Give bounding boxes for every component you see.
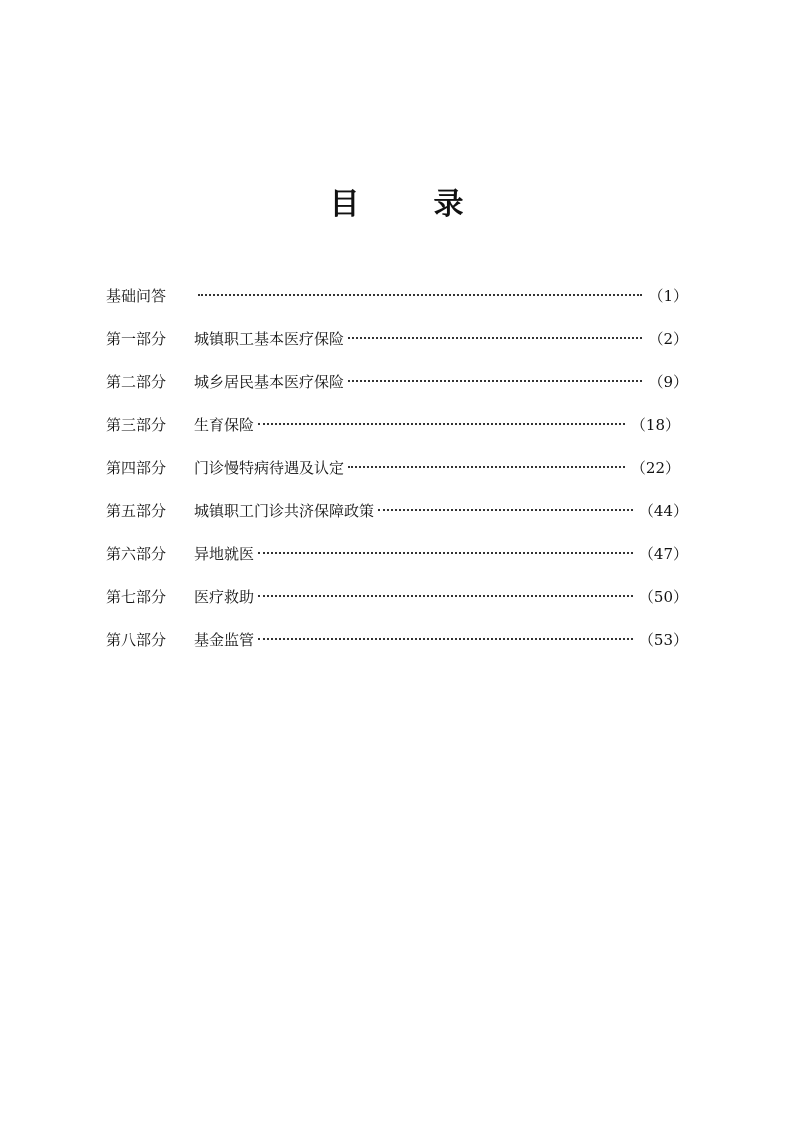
toc-part-label: 第二部分: [106, 373, 167, 391]
toc-heading: 城镇职工基本医疗保险: [194, 330, 345, 348]
toc-page-number: （2）: [648, 330, 688, 348]
toc-entry-part-8[interactable]: [106, 627, 688, 670]
toc-dot-leader: [258, 638, 633, 640]
toc-heading: 基金监管: [194, 631, 255, 649]
toc-heading: 生育保险: [194, 416, 255, 434]
toc-page-number: （53）: [638, 631, 688, 649]
toc-page-number: （50）: [638, 588, 688, 606]
toc-page-number: （44）: [638, 502, 688, 520]
toc-entry-part-6[interactable]: [106, 541, 688, 584]
toc-heading: 医疗救助: [194, 588, 255, 606]
toc-page-number: （22）: [630, 459, 680, 477]
toc-page-number: （18）: [630, 416, 680, 434]
toc-entry-part-4[interactable]: [106, 455, 688, 498]
toc-entry-part-7[interactable]: [106, 584, 688, 627]
toc-page-number: （47）: [638, 545, 688, 563]
toc-dot-leader: [258, 552, 633, 554]
toc-dot-leader: [258, 423, 625, 425]
toc-dot-leader: [258, 595, 633, 597]
toc-entry-basic-qa[interactable]: [106, 283, 688, 326]
toc-part-label: 第四部分: [106, 459, 167, 477]
toc-dot-leader: [378, 509, 633, 511]
toc-entry-part-3[interactable]: [106, 412, 688, 455]
toc-dot-leader: [348, 466, 625, 468]
toc-entry-part-5[interactable]: [106, 498, 688, 541]
toc-heading: 门诊慢特病待遇及认定: [194, 459, 345, 477]
toc-part-label: 第七部分: [106, 588, 167, 606]
page-title: 目 录: [329, 187, 486, 222]
toc-page-number: （9）: [648, 373, 688, 391]
toc-heading: 城乡居民基本医疗保险: [194, 373, 345, 391]
toc-heading: 城镇职工门诊共济保障政策: [194, 502, 375, 520]
toc-dot-leader: [348, 337, 642, 339]
toc-page-number: （1）: [648, 287, 688, 305]
toc-part-label: 第一部分: [106, 330, 167, 348]
toc-heading: 异地就医: [194, 545, 255, 563]
table-of-contents: [106, 283, 688, 670]
toc-part-label: 基础问答: [106, 287, 167, 305]
toc-dot-leader: [348, 380, 642, 382]
toc-part-label: 第三部分: [106, 416, 167, 434]
toc-entry-part-1[interactable]: [106, 326, 688, 369]
toc-entry-part-2[interactable]: [106, 369, 688, 412]
toc-dot-leader: [198, 294, 642, 296]
toc-part-label: 第五部分: [106, 502, 167, 520]
toc-part-label: 第八部分: [106, 631, 167, 649]
toc-part-label: 第六部分: [106, 545, 167, 563]
